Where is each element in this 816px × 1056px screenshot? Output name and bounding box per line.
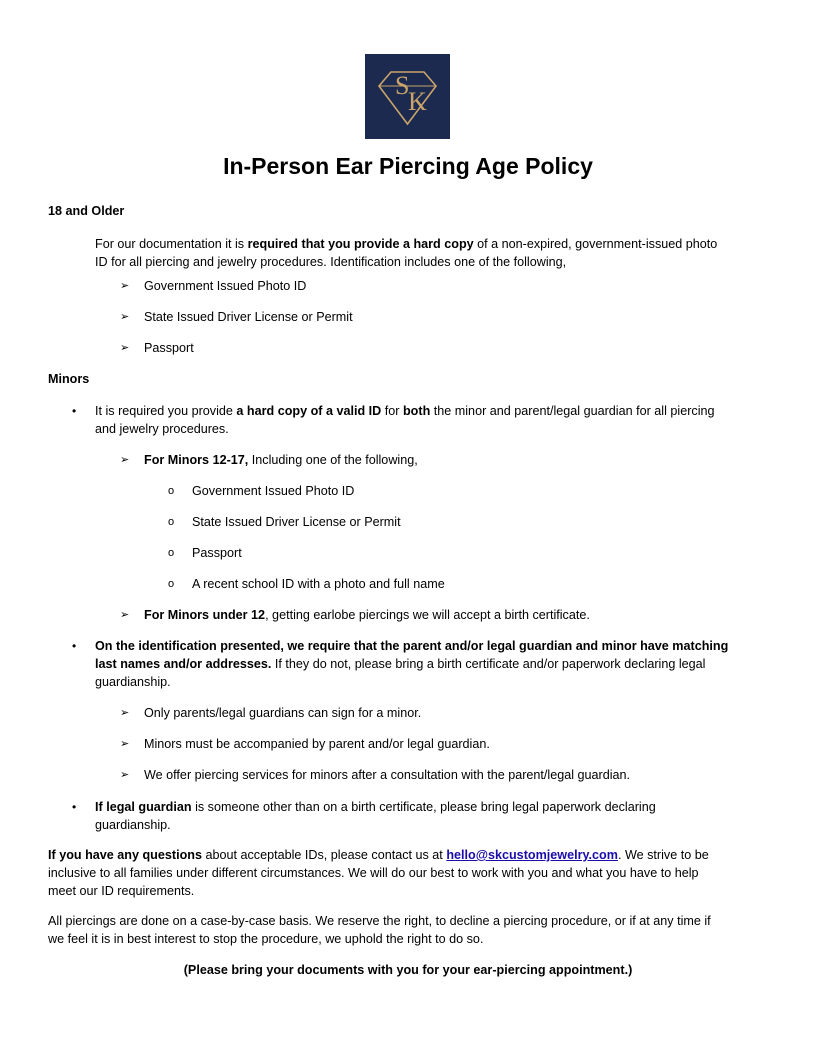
list-item: State Issued Driver License or Permit — [192, 515, 401, 529]
bullet-icon: • — [72, 404, 77, 418]
minors-bullet-3 — [95, 798, 815, 834]
adult-intro-line2: ID for all piercing and jewelry procedures. Identification includes one of the following, — [95, 255, 567, 269]
adult-intro-pre: For our documentation it is — [95, 237, 248, 251]
text: and jewelry procedures. — [95, 422, 229, 436]
arrow-bullet-icon: ➢ — [120, 609, 130, 621]
arrow-bullet-icon: ➢ — [120, 311, 130, 323]
text: inclusive to all families under different circumstances. We will do our best to work with you and what you have to help — [48, 866, 699, 880]
text: . We strive to be — [617, 848, 709, 862]
minors-12-17 — [144, 451, 418, 469]
text-bold: both — [402, 404, 431, 418]
email-link[interactable]: hello@skcustomjewelry.com — [446, 848, 618, 862]
list-item: Minors must be accompanied by parent and/or legal guardian. — [144, 737, 490, 751]
text: we feel it is in best interest to stop the procedure, we uphold the right to do so. — [48, 932, 484, 946]
arrow-bullet-icon: ➢ — [120, 769, 130, 781]
list-item: Passport — [192, 546, 242, 560]
text: guardianship. — [95, 818, 171, 832]
text-bold: If you have any questions — [48, 848, 202, 862]
text-bold: For Minors under 12 — [144, 608, 266, 622]
minors-bullet-2 — [95, 637, 815, 691]
case-by-case-paragraph — [48, 912, 778, 948]
adult-intro-bold: required that you provide a hard copy — [247, 237, 474, 251]
section-heading-minors: Minors — [48, 372, 90, 386]
minors-under-12 — [144, 606, 590, 624]
page-title: In-Person Ear Piercing Age Policy — [223, 153, 593, 179]
bullet-icon: • — [72, 639, 77, 653]
circle-bullet-icon: o — [168, 485, 175, 497]
section-heading-adult: 18 and Older — [48, 204, 125, 218]
list-item: We offer piercing services for minors after a consultation with the parent/legal guardian. — [144, 768, 631, 782]
text: , getting earlobe piercings we will accept a birth certificate. — [265, 608, 590, 622]
text: If they do not, please bring a birth certificate and/or paperwork declaring legal — [271, 657, 706, 671]
text: Including one of the following, — [248, 453, 418, 467]
list-item: Only parents/legal guardians can sign for a minor. — [144, 706, 422, 720]
closing-note: (Please bring your documents with you for your ear-piercing appointment.) — [183, 963, 633, 977]
adult-intro-post: of a non-expired, government-issued photo — [473, 237, 718, 251]
arrow-bullet-icon: ➢ — [120, 707, 130, 719]
text-bold: On the identification presented, we require that the parent and/or legal guardian and minor have matching — [95, 639, 729, 653]
list-item: Passport — [144, 341, 194, 355]
circle-bullet-icon: o — [168, 578, 175, 590]
logo-letter-s: S — [395, 71, 410, 100]
list-item: Government Issued Photo ID — [192, 484, 355, 498]
arrow-bullet-icon: ➢ — [120, 738, 130, 750]
text: is someone other than on a birth certificate, please bring legal paperwork declaring — [191, 800, 656, 814]
questions-paragraph — [48, 846, 778, 900]
list-item: A recent school ID with a photo and full name — [192, 577, 445, 591]
text: It is required you provide — [95, 404, 237, 418]
text-bold: If legal guardian — [95, 800, 192, 814]
text: All piercings are done on a case-by-case basis. We reserve the right, to decline a piercing procedure, or if at any time if — [48, 914, 711, 928]
text: guardianship. — [95, 675, 171, 689]
minors-bullet-1 — [95, 402, 815, 438]
text: the minor and parent/legal guardian for all piercing — [430, 404, 715, 418]
arrow-bullet-icon: ➢ — [120, 454, 130, 466]
text: for — [381, 404, 403, 418]
text: meet our ID requirements. — [48, 884, 195, 898]
adult-intro — [95, 235, 815, 271]
text-bold: last names and/or addresses. — [95, 657, 272, 671]
bullet-icon: • — [72, 800, 77, 814]
circle-bullet-icon: o — [168, 516, 175, 528]
logo — [365, 54, 450, 139]
logo-letter-k: K — [408, 87, 427, 116]
diamond-sk-monogram-icon — [365, 54, 450, 139]
circle-bullet-icon: o — [168, 547, 175, 559]
list-item: State Issued Driver License or Permit — [144, 310, 353, 324]
text-bold: For Minors 12-17, — [144, 453, 249, 467]
text: about acceptable IDs, please contact us at — [201, 848, 447, 862]
text-bold: a hard copy of a valid ID — [236, 404, 382, 418]
arrow-bullet-icon: ➢ — [120, 280, 130, 292]
arrow-bullet-icon: ➢ — [120, 342, 130, 354]
list-item: Government Issued Photo ID — [144, 279, 307, 293]
